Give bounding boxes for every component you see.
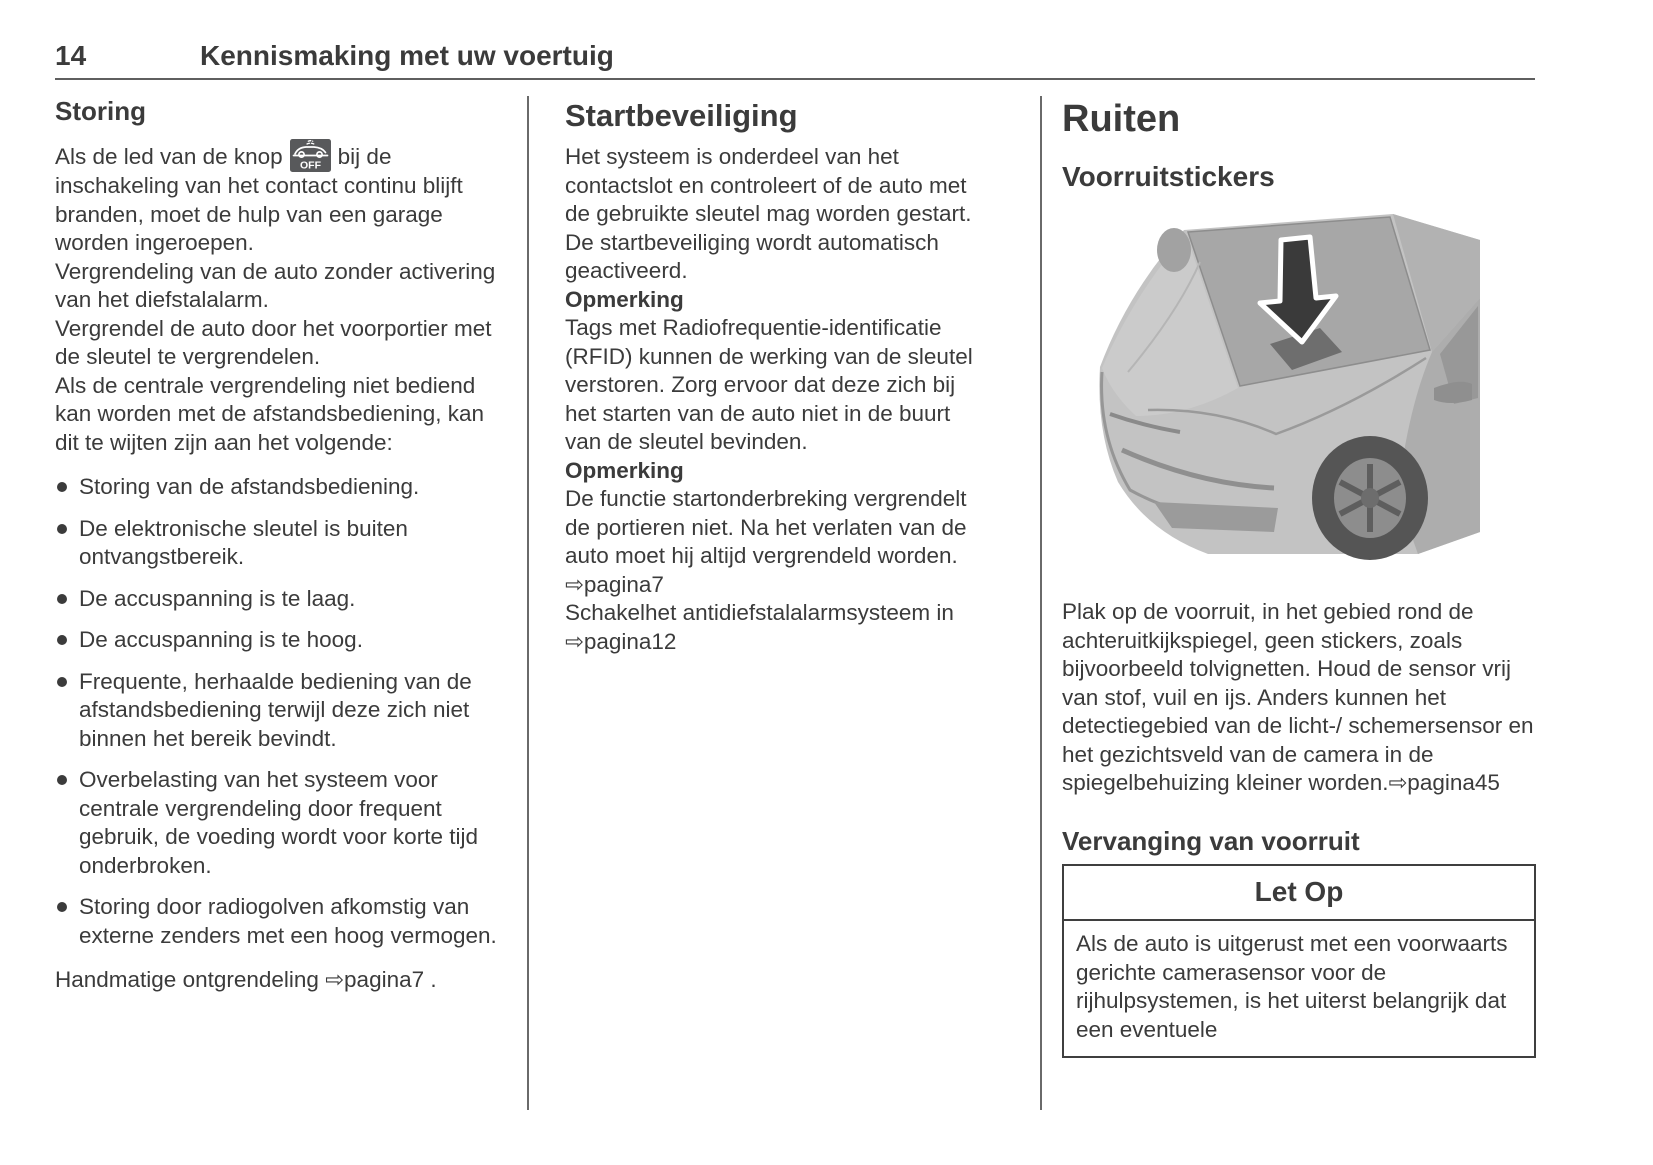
chapter-heading-ruiten: Ruiten	[1062, 98, 1181, 140]
section-heading-startbeveiliging: Startbeveiliging	[565, 98, 798, 133]
column-startbeveiliging	[565, 97, 975, 656]
malfunction-causes-list	[55, 473, 497, 950]
note-label: Opmerking	[565, 286, 684, 312]
list-item	[55, 473, 497, 502]
column-divider	[527, 96, 529, 1110]
caution-box-title: Let Op	[1064, 866, 1534, 922]
list-item-text: Overbelasting van het systeem voor centrale vergrendeling door frequent gebruik, de voeding wordt voor korte tijd onderbroken.	[79, 767, 478, 878]
note-text-startonderbreking: De functie startonderbreking vergrendelt de portieren niet. Na het verlaten van de auto moet hij altijd vergrendeld worden.	[565, 486, 967, 568]
list-item-text: Storing van de afstandsbediening.	[79, 474, 420, 499]
chapter-title: Kennismaking met uw voertuig	[200, 40, 614, 71]
storing-paragraph-1-before: Als de led van de knop	[55, 144, 283, 169]
list-item	[55, 515, 497, 572]
page-reference: ⇨pagina12	[565, 628, 677, 654]
bullet-icon	[57, 482, 67, 492]
list-item-text: De accuspanning is te laag.	[79, 585, 356, 611]
wheel-hub	[1361, 488, 1379, 508]
list-item	[55, 893, 497, 950]
note-label: Opmerking	[565, 457, 684, 483]
button-label: OFF	[299, 159, 321, 172]
storing-paragraph-4: Als de centrale vergrendeling niet bediend kan worden met de afstandsbediening, kan dit te wijten zijn aan het volgende:	[55, 372, 485, 455]
manual-unlock-reference-line: Handmatige ontgrendeling ⇨pagina7 .	[55, 967, 437, 992]
caution-box	[1062, 864, 1536, 1059]
column-divider	[1040, 96, 1042, 1110]
bullet-icon	[57, 902, 67, 912]
central-locking-off-button-icon	[290, 139, 331, 172]
bullet-icon	[57, 775, 67, 785]
alarm-system-line: Schakelhet antidiefstalalarmsysteem in	[565, 600, 954, 625]
storing-paragraph-1	[55, 139, 497, 258]
storing-paragraph-1-after: bij de inschakeling van het contact continu blijft branden, moet de hulp van een garage worden ingeroepen.	[55, 144, 463, 255]
note-text-rfid: Tags met Radiofrequentie-identificatie (RFID) kunnen de werking van de sleutel verstoren. Zorg ervoor dat deze zich bij het starten van de auto niet in de buurt van de sleutel bevinden.	[565, 315, 973, 454]
list-item	[55, 766, 497, 880]
subsection-heading-vervanging-van-voorruit: Vervanging van voorruit	[1062, 825, 1360, 856]
header-rule	[55, 78, 1535, 80]
storing-paragraph-2: Vergrendeling van de auto zonder activering van het diefstalalarm.	[55, 258, 496, 312]
bullet-icon	[57, 524, 67, 534]
voorruitstickers-paragraph: Plak op de voorruit, in het gebied rond de achteruitkijkspiegel, geen stickers, zoals bijvoorbeeld tolvignetten. Houd de sensor vrij van stof, vuil en ijs. Anders kunnen het detectiegebied van de licht-/ schemersensor en het gezichtsveld van de camera in de spiegelbehuizing kleiner worden.⇨pagina45	[1062, 599, 1534, 795]
bullet-icon	[57, 677, 67, 687]
startbeveiliging-paragraph: Het systeem is onderdeel van het contactslot en controleert of de auto met de gebruikte sleutel mag worden gestart. De startbeveiliging wordt automatisch geactiveerd.	[565, 144, 972, 283]
section-heading-storing: Storing	[55, 96, 146, 126]
column-ruiten	[1062, 96, 1536, 1058]
list-item	[55, 585, 497, 614]
page-number: 14	[55, 40, 87, 71]
subsection-heading-voorruitstickers: Voorruitstickers	[1062, 161, 1275, 192]
bullet-icon	[57, 635, 67, 645]
list-item	[55, 668, 497, 754]
bullet-icon	[57, 594, 67, 604]
list-item-text: Frequente, herhaalde bediening van de afstandsbediening terwijl deze zich niet binnen het bereik bevindt.	[79, 668, 472, 751]
left-mirror	[1157, 228, 1191, 272]
list-item-text: De accuspanning is te hoog.	[79, 627, 363, 652]
list-item	[55, 626, 497, 655]
storing-paragraph-3: Vergrendel de auto door het voorportier met de sleutel te vergrendelen.	[55, 315, 492, 369]
car-windshield-illustration	[1088, 202, 1480, 570]
caution-box-body: Als de auto is uitgerust met een voorwaarts gerichte camerasensor voor de rijhulpsystemen, is het uiterst belangrijk dat een eventuele	[1076, 931, 1508, 1042]
column-storing	[55, 96, 497, 995]
page-reference: ⇨pagina7	[565, 571, 664, 597]
list-item-text: De elektronische sleutel is buiten ontvangstbereik.	[79, 515, 408, 569]
list-item-text: Storing door radiogolven afkomstig van externe zenders met een hoog vermogen.	[79, 894, 497, 948]
